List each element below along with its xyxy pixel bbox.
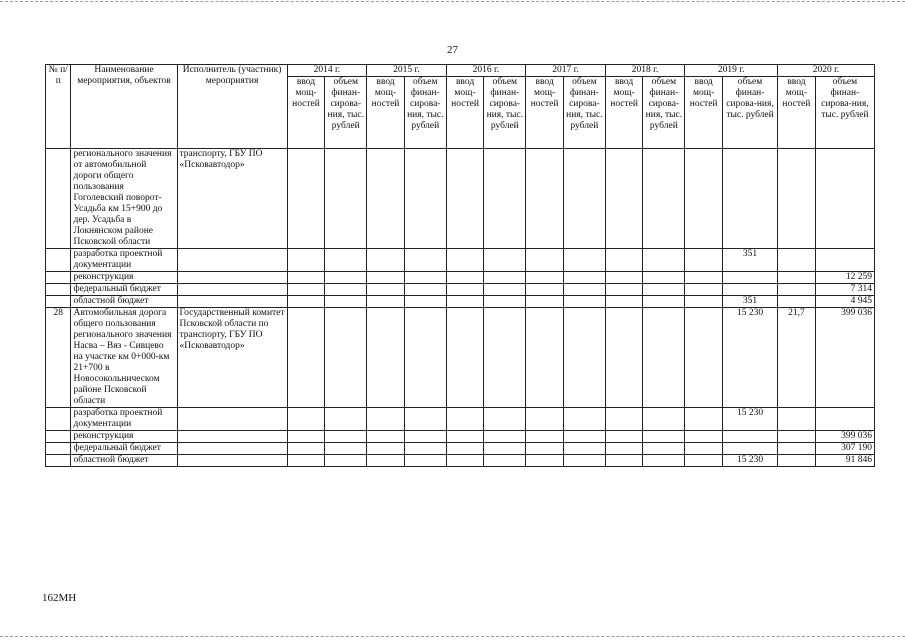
input-2020 <box>778 408 816 431</box>
empty-cell <box>325 431 367 443</box>
empty-cell <box>685 308 723 408</box>
row-name: Автомобильная дорога общего пользования регионального значения Насва – Вяз - Сивцево на участке км 0+000-км 21+700 в Новосокольническом районе Псковской области <box>71 308 177 408</box>
row-number <box>46 284 71 296</box>
row-name: федеральный бюджет <box>71 284 177 296</box>
empty-cell <box>484 408 526 431</box>
volume-2020 <box>815 408 874 431</box>
row-number <box>46 296 71 308</box>
header-name: Наименование мероприятия, объектов <box>71 65 177 149</box>
volume-2020: 12 259 <box>815 272 874 284</box>
empty-cell <box>404 443 446 455</box>
empty-cell <box>643 272 685 284</box>
empty-cell <box>287 431 325 443</box>
input-2020 <box>778 272 816 284</box>
header-volume: объем финан-сирова-ния, тыс. рублей <box>723 77 778 149</box>
volume-2020: 399 036 <box>815 431 874 443</box>
row-number <box>46 443 71 455</box>
empty-cell <box>563 272 605 284</box>
empty-cell <box>484 431 526 443</box>
empty-cell <box>563 296 605 308</box>
empty-cell <box>287 272 325 284</box>
empty-cell <box>325 249 367 272</box>
row-executor <box>177 296 287 308</box>
empty-cell <box>685 443 723 455</box>
volume-2019: 351 <box>723 296 778 308</box>
empty-cell <box>367 455 405 467</box>
row-executor <box>177 249 287 272</box>
empty-cell <box>446 296 484 308</box>
empty-cell <box>643 296 685 308</box>
row-executor <box>177 443 287 455</box>
empty-cell <box>563 408 605 431</box>
empty-cell <box>605 272 643 284</box>
row-executor <box>177 455 287 467</box>
empty-cell <box>605 455 643 467</box>
empty-cell <box>367 249 405 272</box>
table-row <box>46 443 875 455</box>
row-number <box>46 408 71 431</box>
empty-cell <box>287 443 325 455</box>
empty-cell <box>404 296 446 308</box>
header-volume: объем финан-сирова-ния, тыс. рублей <box>815 77 874 149</box>
empty-cell <box>643 284 685 296</box>
empty-cell <box>287 408 325 431</box>
row-name: разработка проектной документации <box>71 408 177 431</box>
input-2020 <box>778 149 816 249</box>
header-num: № п/п <box>46 65 71 149</box>
input-2020 <box>778 284 816 296</box>
volume-2020: 4 945 <box>815 296 874 308</box>
empty-cell <box>404 149 446 249</box>
empty-cell <box>526 149 564 249</box>
empty-cell <box>287 455 325 467</box>
empty-cell <box>685 149 723 249</box>
empty-cell <box>563 431 605 443</box>
empty-cell <box>404 408 446 431</box>
empty-cell <box>605 284 643 296</box>
empty-cell <box>287 296 325 308</box>
empty-cell <box>643 249 685 272</box>
empty-cell <box>526 284 564 296</box>
table-row <box>46 272 875 284</box>
header-input: ввод мощ-ностей <box>526 77 564 149</box>
input-2020 <box>778 443 816 455</box>
input-2020 <box>778 249 816 272</box>
row-name: реконструкция <box>71 272 177 284</box>
header-year: 2020 г. <box>778 65 875 77</box>
empty-cell <box>404 284 446 296</box>
scan-edge-top <box>0 1 905 2</box>
row-executor: транспорту, ГБУ ПО «Псковавтодор» <box>177 149 287 249</box>
row-name: федеральный бюджет <box>71 443 177 455</box>
volume-2020: 7 314 <box>815 284 874 296</box>
empty-cell <box>325 455 367 467</box>
header-input: ввод мощ-ностей <box>605 77 643 149</box>
volume-2020 <box>815 249 874 272</box>
empty-cell <box>605 249 643 272</box>
header-year: 2016 г. <box>446 65 526 77</box>
table-row <box>46 296 875 308</box>
row-executor <box>177 284 287 296</box>
empty-cell <box>685 296 723 308</box>
input-2020 <box>778 455 816 467</box>
row-name: областной бюджет <box>71 296 177 308</box>
header-volume: объем финан-сирова-ния, тыс. рублей <box>484 77 526 149</box>
header-year: 2014 г. <box>287 65 367 77</box>
table-header <box>46 65 875 149</box>
empty-cell <box>563 149 605 249</box>
table-row <box>46 455 875 467</box>
empty-cell <box>367 308 405 408</box>
empty-cell <box>484 296 526 308</box>
empty-cell <box>526 408 564 431</box>
table-row <box>46 284 875 296</box>
empty-cell <box>526 296 564 308</box>
empty-cell <box>367 443 405 455</box>
header-input: ввод мощ-ностей <box>446 77 484 149</box>
document-code: 162МН <box>42 592 77 604</box>
row-name: областной бюджет <box>71 455 177 467</box>
empty-cell <box>685 455 723 467</box>
empty-cell <box>287 249 325 272</box>
empty-cell <box>563 455 605 467</box>
table-row <box>46 431 875 443</box>
volume-2019 <box>723 443 778 455</box>
empty-cell <box>605 408 643 431</box>
row-executor <box>177 431 287 443</box>
empty-cell <box>484 249 526 272</box>
empty-cell <box>526 431 564 443</box>
header-year: 2017 г. <box>526 65 606 77</box>
input-2020 <box>778 431 816 443</box>
empty-cell <box>643 431 685 443</box>
empty-cell <box>605 431 643 443</box>
header-input: ввод мощ-ностей <box>367 77 405 149</box>
header-volume: объем финан-сирова-ния, тыс. рублей <box>563 77 605 149</box>
empty-cell <box>643 443 685 455</box>
empty-cell <box>685 249 723 272</box>
empty-cell <box>605 296 643 308</box>
volume-2020: 91 846 <box>815 455 874 467</box>
row-executor <box>177 408 287 431</box>
header-executor: Исполнитель (участник) мероприятия <box>177 65 287 149</box>
empty-cell <box>367 149 405 249</box>
empty-cell <box>484 284 526 296</box>
empty-cell <box>404 308 446 408</box>
empty-cell <box>526 308 564 408</box>
empty-cell <box>605 443 643 455</box>
empty-cell <box>563 308 605 408</box>
table-row <box>46 308 875 408</box>
volume-2020: 307 190 <box>815 443 874 455</box>
program-table <box>45 64 875 467</box>
scan-edge-bottom <box>0 636 905 637</box>
empty-cell <box>404 431 446 443</box>
empty-cell <box>404 455 446 467</box>
header-year: 2018 г. <box>605 65 685 77</box>
empty-cell <box>287 284 325 296</box>
empty-cell <box>563 443 605 455</box>
empty-cell <box>605 308 643 408</box>
volume-2019: 15 230 <box>723 455 778 467</box>
row-number <box>46 149 71 249</box>
row-number <box>46 431 71 443</box>
empty-cell <box>526 455 564 467</box>
empty-cell <box>325 149 367 249</box>
volume-2020: 399 036 <box>815 308 874 408</box>
empty-cell <box>484 455 526 467</box>
table-body <box>46 149 875 467</box>
empty-cell <box>685 408 723 431</box>
empty-cell <box>446 431 484 443</box>
empty-cell <box>325 272 367 284</box>
header-input: ввод мощ-ностей <box>778 77 816 149</box>
empty-cell <box>484 443 526 455</box>
empty-cell <box>367 272 405 284</box>
row-executor: Государственный комитет Псковской области по транспорту, ГБУ ПО «Псковавтодор» <box>177 308 287 408</box>
empty-cell <box>446 308 484 408</box>
empty-cell <box>685 431 723 443</box>
empty-cell <box>404 249 446 272</box>
header-year: 2015 г. <box>367 65 447 77</box>
empty-cell <box>446 408 484 431</box>
volume-2019 <box>723 431 778 443</box>
empty-cell <box>643 149 685 249</box>
volume-2019 <box>723 149 778 249</box>
empty-cell <box>325 408 367 431</box>
row-name: регионального значения от автомобильной дороги общего пользования Гоголевский поворот-Усадьба км 15+900 до дер. Усадьба в Локнянском районе Псковской области <box>71 149 177 249</box>
volume-2019: 15 230 <box>723 308 778 408</box>
empty-cell <box>404 272 446 284</box>
empty-cell <box>563 249 605 272</box>
empty-cell <box>287 308 325 408</box>
header-input: ввод мощ-ностей <box>287 77 325 149</box>
empty-cell <box>484 308 526 408</box>
volume-2020 <box>815 149 874 249</box>
page-number: 27 <box>447 44 458 56</box>
empty-cell <box>367 408 405 431</box>
table-row <box>46 149 875 249</box>
empty-cell <box>287 149 325 249</box>
empty-cell <box>446 272 484 284</box>
empty-cell <box>643 455 685 467</box>
empty-cell <box>643 308 685 408</box>
empty-cell <box>685 272 723 284</box>
empty-cell <box>605 149 643 249</box>
table-row <box>46 249 875 272</box>
empty-cell <box>325 308 367 408</box>
empty-cell <box>563 284 605 296</box>
empty-cell <box>325 443 367 455</box>
empty-cell <box>526 443 564 455</box>
empty-cell <box>685 284 723 296</box>
header-volume: объем финан-сирова-ния, тыс. рублей <box>643 77 685 149</box>
empty-cell <box>526 272 564 284</box>
volume-2019 <box>723 284 778 296</box>
row-number <box>46 455 71 467</box>
empty-cell <box>446 443 484 455</box>
table-row <box>46 408 875 431</box>
empty-cell <box>446 455 484 467</box>
empty-cell <box>367 284 405 296</box>
empty-cell <box>446 249 484 272</box>
input-2020: 21,7 <box>778 308 816 408</box>
volume-2019: 351 <box>723 249 778 272</box>
empty-cell <box>484 149 526 249</box>
empty-cell <box>484 272 526 284</box>
row-number <box>46 249 71 272</box>
volume-2019 <box>723 272 778 284</box>
header-volume: объем финан-сирова-ния, тыс. рублей <box>404 77 446 149</box>
empty-cell <box>446 284 484 296</box>
row-number: 28 <box>46 308 71 408</box>
empty-cell <box>446 149 484 249</box>
empty-cell <box>367 296 405 308</box>
row-name: разработка проектной документации <box>71 249 177 272</box>
header-input: ввод мощ-ностей <box>685 77 723 149</box>
row-executor <box>177 272 287 284</box>
header-year: 2019 г. <box>685 65 778 77</box>
empty-cell <box>367 431 405 443</box>
empty-cell <box>325 296 367 308</box>
row-number <box>46 272 71 284</box>
volume-2019: 15 230 <box>723 408 778 431</box>
empty-cell <box>643 408 685 431</box>
row-name: реконструкция <box>71 431 177 443</box>
empty-cell <box>325 284 367 296</box>
header-volume: объем финан-сирова-ния, тыс. рублей <box>325 77 367 149</box>
input-2020 <box>778 296 816 308</box>
empty-cell <box>526 249 564 272</box>
